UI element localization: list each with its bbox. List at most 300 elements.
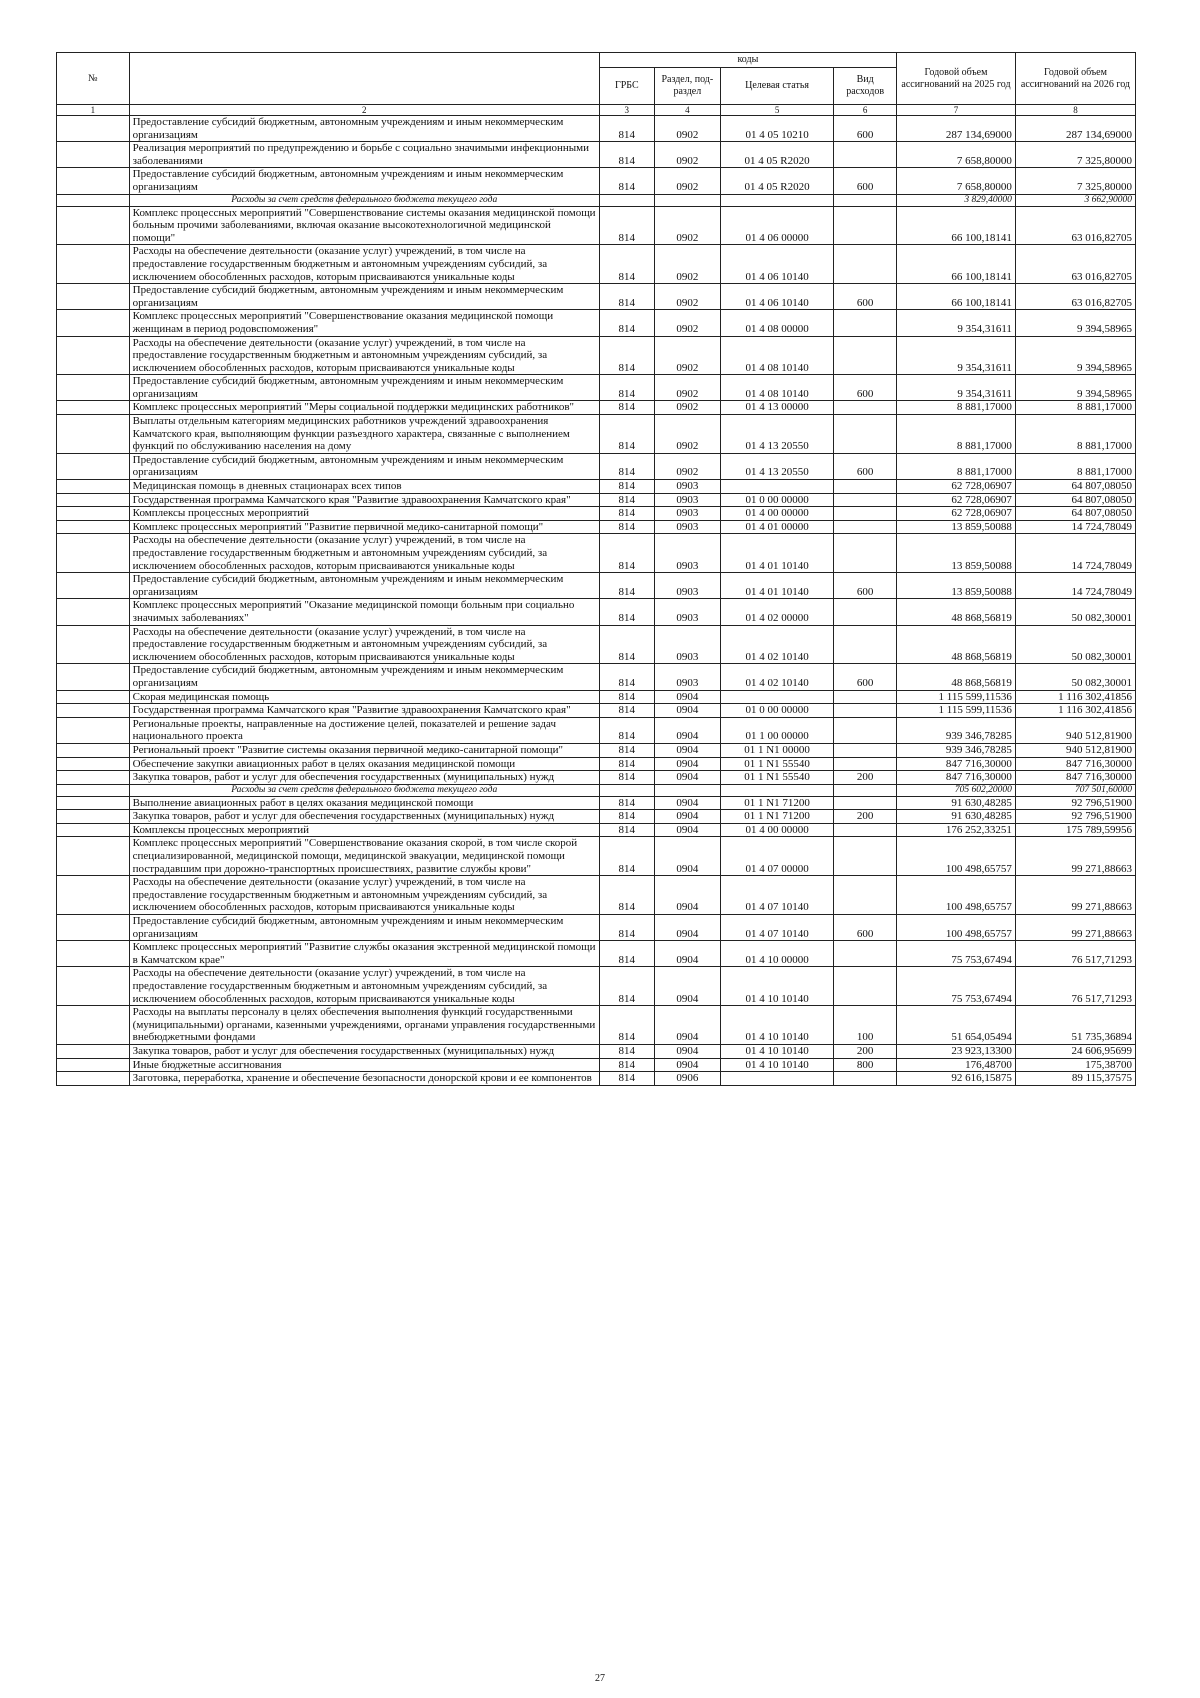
target-article-cell [720, 784, 833, 796]
row-number-cell [57, 599, 130, 625]
target-article-cell [720, 690, 833, 704]
section-cell: 0904 [654, 876, 720, 915]
target-article-cell: 01 4 06 10140 [720, 245, 833, 284]
table-row [57, 573, 1136, 599]
section-cell: 0904 [654, 743, 720, 757]
target-article-cell: 01 0 00 00000 [720, 493, 833, 507]
grbs-cell: 814 [599, 534, 654, 573]
grbs-cell: 814 [599, 823, 654, 837]
target-article-cell: 01 1 N1 00000 [720, 743, 833, 757]
amount-2026-cell: 8 881,17000 [1015, 415, 1135, 454]
row-number-cell [57, 284, 130, 310]
row-name-cell: Расходы на выплаты персоналу в целях обеспечения выполнения функций государственными (муниципальными) органами, казенными учреждениями, органами управления государственными внебюджетными фондами [129, 1006, 599, 1045]
section-cell: 0904 [654, 837, 720, 876]
expense-type-cell [834, 245, 897, 284]
row-name-cell: Комплекс процессных мероприятий "Меры социальной поддержки медицинских работников" [129, 401, 599, 415]
amount-2025-cell: 9 354,31611 [897, 336, 1016, 375]
expense-type-cell: 600 [834, 573, 897, 599]
grbs-cell: 814 [599, 625, 654, 664]
expense-type-cell [834, 796, 897, 810]
table-row [57, 810, 1136, 824]
row-name-cell: Комплекс процессных мероприятий "Совершенствование оказания скорой, в том числе скорой специализированной, медицинской помощи, медицинской эвакуации, медицинской помощи пострадавшим при дорожно-транспортных происшествиях, развитие службы крови" [129, 837, 599, 876]
row-name-cell: Региональный проект "Развитие системы оказания первичной медико-санитарной помощи" [129, 743, 599, 757]
expense-type-cell [834, 967, 897, 1006]
amount-2026-cell: 9 394,58965 [1015, 310, 1135, 336]
target-article-cell: 01 4 05 R2020 [720, 168, 833, 194]
expense-type-cell [834, 704, 897, 718]
table-row [57, 941, 1136, 967]
amount-2025-cell: 13 859,50088 [897, 520, 1016, 534]
row-name-cell: Предоставление субсидий бюджетным, автономным учреждениям и иным некоммерческим организациям [129, 915, 599, 941]
grbs-cell: 814 [599, 520, 654, 534]
expense-type-cell [834, 837, 897, 876]
target-article-cell: 01 4 10 10140 [720, 967, 833, 1006]
amount-2026-cell: 92 796,51900 [1015, 796, 1135, 810]
amount-2026-cell: 99 271,88663 [1015, 915, 1135, 941]
target-article-cell: 01 4 02 00000 [720, 599, 833, 625]
column-number: 1 [57, 105, 130, 116]
row-name-cell: Расходы на обеспечение деятельности (оказание услуг) учреждений, в том числе на предоставление государственным бюджетным и автономным учреждениям субсидий, за исключением обособленных расходов, которым присваиваются уникальные коды [129, 625, 599, 664]
amount-2025-cell: 91 630,48285 [897, 796, 1016, 810]
expense-type-cell [834, 599, 897, 625]
section-cell [654, 784, 720, 796]
table-row [57, 206, 1136, 245]
section-cell: 0904 [654, 1006, 720, 1045]
table-row [57, 771, 1136, 785]
row-name-cell: Предоставление субсидий бюджетным, автономным учреждениям и иным некоммерческим организациям [129, 168, 599, 194]
table-row [57, 336, 1136, 375]
expense-type-cell [834, 194, 897, 206]
row-name-cell: Расходы за счет средств федерального бюджета текущего года [129, 194, 599, 206]
section-cell: 0902 [654, 336, 720, 375]
section-cell [654, 194, 720, 206]
section-cell: 0902 [654, 310, 720, 336]
amount-2026-cell: 63 016,82705 [1015, 206, 1135, 245]
amount-2025-cell: 75 753,67494 [897, 941, 1016, 967]
header-section: Раздел, под-раздел [654, 68, 720, 105]
expense-type-cell [834, 310, 897, 336]
grbs-cell: 814 [599, 336, 654, 375]
row-number-cell [57, 168, 130, 194]
expense-type-cell [834, 876, 897, 915]
amount-2025-cell: 8 881,17000 [897, 415, 1016, 454]
amount-2025-cell: 287 134,69000 [897, 116, 1016, 142]
amount-2025-cell: 176,48700 [897, 1058, 1016, 1072]
row-number-cell [57, 810, 130, 824]
row-number-cell [57, 771, 130, 785]
grbs-cell: 814 [599, 1006, 654, 1045]
amount-2026-cell: 76 517,71293 [1015, 941, 1135, 967]
amount-2025-cell: 705 602,20000 [897, 784, 1016, 796]
expense-type-cell [834, 625, 897, 664]
expense-type-cell [834, 743, 897, 757]
budget-table [56, 52, 1136, 1086]
expense-type-cell [834, 336, 897, 375]
expense-type-cell [834, 534, 897, 573]
grbs-cell: 814 [599, 453, 654, 479]
amount-2025-cell: 1 115 599,11536 [897, 704, 1016, 718]
grbs-cell: 814 [599, 796, 654, 810]
row-number-cell [57, 245, 130, 284]
row-number-cell [57, 493, 130, 507]
row-name-cell: Расходы на обеспечение деятельности (оказание услуг) учреждений, в том числе на предоставление государственным бюджетным и автономным учреждениям субсидий, за исключением обособленных расходов, которым присваиваются уникальные коды [129, 336, 599, 375]
amount-2026-cell: 847 716,30000 [1015, 757, 1135, 771]
table-row [57, 401, 1136, 415]
expense-type-cell: 800 [834, 1058, 897, 1072]
section-cell: 0902 [654, 453, 720, 479]
expense-type-cell: 200 [834, 1044, 897, 1058]
grbs-cell: 814 [599, 168, 654, 194]
section-cell: 0904 [654, 704, 720, 718]
amount-2026-cell: 51 735,36894 [1015, 1006, 1135, 1045]
amount-2025-cell: 75 753,67494 [897, 967, 1016, 1006]
amount-2025-cell: 847 716,30000 [897, 771, 1016, 785]
target-article-cell: 01 4 06 10140 [720, 284, 833, 310]
section-cell: 0904 [654, 1058, 720, 1072]
target-article-cell: 01 4 07 10140 [720, 915, 833, 941]
section-cell: 0904 [654, 1044, 720, 1058]
amount-2026-cell: 847 716,30000 [1015, 771, 1135, 785]
amount-2025-cell: 66 100,18141 [897, 245, 1016, 284]
amount-2026-cell: 7 325,80000 [1015, 168, 1135, 194]
expense-type-cell [834, 757, 897, 771]
amount-2025-cell: 92 616,15875 [897, 1072, 1016, 1086]
table-row [57, 284, 1136, 310]
target-article-cell: 01 4 01 10140 [720, 573, 833, 599]
row-name-cell: Предоставление субсидий бюджетным, автономным учреждениям и иным некоммерческим организациям [129, 573, 599, 599]
column-number: 2 [129, 105, 599, 116]
table-row [57, 116, 1136, 142]
amount-2026-cell: 940 512,81900 [1015, 717, 1135, 743]
expense-type-cell [834, 507, 897, 521]
row-name-cell: Иные бюджетные ассигнования [129, 1058, 599, 1072]
row-name-cell: Государственная программа Камчатского края "Развитие здравоохранения Камчатского края" [129, 704, 599, 718]
expense-type-cell [834, 717, 897, 743]
amount-2026-cell: 76 517,71293 [1015, 967, 1135, 1006]
section-cell: 0902 [654, 168, 720, 194]
target-article-cell: 01 4 07 00000 [720, 837, 833, 876]
header-no: № [57, 53, 130, 105]
amount-2025-cell: 100 498,65757 [897, 837, 1016, 876]
amount-2025-cell: 62 728,06907 [897, 480, 1016, 494]
expense-type-cell: 100 [834, 1006, 897, 1045]
expense-type-cell: 600 [834, 284, 897, 310]
row-number-cell [57, 310, 130, 336]
amount-2025-cell: 939 346,78285 [897, 743, 1016, 757]
row-number-cell [57, 194, 130, 206]
amount-2025-cell: 66 100,18141 [897, 284, 1016, 310]
target-article-cell: 01 1 N1 71200 [720, 810, 833, 824]
section-cell: 0904 [654, 796, 720, 810]
section-cell: 0906 [654, 1072, 720, 1086]
amount-2026-cell: 14 724,78049 [1015, 520, 1135, 534]
expense-type-cell [834, 520, 897, 534]
section-cell: 0904 [654, 690, 720, 704]
section-cell: 0903 [654, 480, 720, 494]
amount-2025-cell: 100 498,65757 [897, 876, 1016, 915]
row-number-cell [57, 743, 130, 757]
grbs-cell: 814 [599, 967, 654, 1006]
row-name-cell: Закупка товаров, работ и услуг для обеспечения государственных (муниципальных) нужд [129, 810, 599, 824]
table-row [57, 690, 1136, 704]
header-target: Целевая статья [720, 68, 833, 105]
row-number-cell [57, 967, 130, 1006]
amount-2026-cell: 14 724,78049 [1015, 573, 1135, 599]
section-cell: 0904 [654, 771, 720, 785]
row-number-cell [57, 142, 130, 168]
amount-2026-cell: 89 115,37575 [1015, 1072, 1135, 1086]
row-number-cell [57, 401, 130, 415]
expense-type-cell: 600 [834, 453, 897, 479]
target-article-cell: 01 4 13 20550 [720, 453, 833, 479]
row-name-cell: Региональные проекты, направленные на достижение целей, показателей и решение задач национального проекта [129, 717, 599, 743]
row-name-cell: Расходы на обеспечение деятельности (оказание услуг) учреждений, в том числе на предоставление государственным бюджетным и автономным учреждениям субсидий, за исключением обособленных расходов, которым присваиваются уникальные коды [129, 534, 599, 573]
expense-type-cell: 600 [834, 664, 897, 690]
target-article-cell: 01 4 01 10140 [720, 534, 833, 573]
budget-table-page [56, 52, 1136, 1086]
amount-2026-cell: 8 881,17000 [1015, 453, 1135, 479]
target-article-cell: 01 4 10 10140 [720, 1058, 833, 1072]
row-name-cell: Предоставление субсидий бюджетным, автономным учреждениям и иным некоммерческим организациям [129, 116, 599, 142]
amount-2025-cell: 847 716,30000 [897, 757, 1016, 771]
grbs-cell: 814 [599, 375, 654, 401]
amount-2025-cell: 62 728,06907 [897, 507, 1016, 521]
row-name-cell: Предоставление субсидий бюджетным, автономным учреждениям и иным некоммерческим организациям [129, 284, 599, 310]
row-name-cell: Комплекс процессных мероприятий "Развитие службы оказания экстренной медицинской помощи в Камчатском крае" [129, 941, 599, 967]
grbs-cell: 814 [599, 876, 654, 915]
column-number: 3 [599, 105, 654, 116]
federal-budget-row [57, 194, 1136, 206]
amount-2026-cell: 99 271,88663 [1015, 876, 1135, 915]
table-row [57, 876, 1136, 915]
amount-2026-cell: 287 134,69000 [1015, 116, 1135, 142]
row-number-cell [57, 717, 130, 743]
table-row [57, 625, 1136, 664]
amount-2025-cell: 51 654,05494 [897, 1006, 1016, 1045]
row-number-cell [57, 690, 130, 704]
table-row [57, 1044, 1136, 1058]
amount-2026-cell: 64 807,08050 [1015, 507, 1135, 521]
row-number-cell [57, 415, 130, 454]
target-article-cell [720, 1072, 833, 1086]
table-row [57, 480, 1136, 494]
expense-type-cell [834, 493, 897, 507]
row-number-cell [57, 915, 130, 941]
section-cell: 0904 [654, 823, 720, 837]
section-cell: 0903 [654, 599, 720, 625]
target-article-cell: 01 1 N1 55540 [720, 771, 833, 785]
header-2026: Годовой объем ассигнований на 2026 год [1015, 53, 1135, 105]
grbs-cell: 814 [599, 573, 654, 599]
row-number-cell [57, 534, 130, 573]
expense-type-cell [834, 823, 897, 837]
section-cell: 0902 [654, 245, 720, 284]
section-cell: 0902 [654, 116, 720, 142]
grbs-cell: 814 [599, 401, 654, 415]
row-name-cell: Заготовка, переработка, хранение и обеспечение безопасности донорской крови и ее компонентов [129, 1072, 599, 1086]
row-name-cell: Расходы на обеспечение деятельности (оказание услуг) учреждений, в том числе на предоставление государственным бюджетным и автономным учреждениям субсидий, за исключением обособленных расходов, которым присваиваются уникальные коды [129, 245, 599, 284]
row-name-cell: Медицинская помощь в дневных стационарах всех типов [129, 480, 599, 494]
target-article-cell: 01 4 10 10140 [720, 1044, 833, 1058]
amount-2026-cell: 707 501,60000 [1015, 784, 1135, 796]
row-number-cell [57, 837, 130, 876]
table-row [57, 507, 1136, 521]
column-number: 7 [897, 105, 1016, 116]
grbs-cell: 814 [599, 599, 654, 625]
grbs-cell: 814 [599, 142, 654, 168]
row-name-cell: Реализация мероприятий по предупреждению и борьбе с социально значимыми инфекционными заболеваниями [129, 142, 599, 168]
target-article-cell: 01 4 00 00000 [720, 507, 833, 521]
amount-2026-cell: 175,38700 [1015, 1058, 1135, 1072]
expense-type-cell: 600 [834, 915, 897, 941]
row-number-cell [57, 507, 130, 521]
section-cell: 0903 [654, 573, 720, 599]
expense-type-cell [834, 784, 897, 796]
amount-2025-cell: 3 829,40000 [897, 194, 1016, 206]
row-name-cell: Государственная программа Камчатского края "Развитие здравоохранения Камчатского края" [129, 493, 599, 507]
target-article-cell: 01 4 08 10140 [720, 336, 833, 375]
header-row-top [57, 53, 1136, 68]
federal-budget-row [57, 784, 1136, 796]
page-number: 27 [595, 1673, 605, 1684]
section-cell: 0903 [654, 625, 720, 664]
table-row [57, 823, 1136, 837]
table-row [57, 743, 1136, 757]
row-number-cell [57, 876, 130, 915]
table-row [57, 796, 1136, 810]
expense-type-cell [834, 941, 897, 967]
expense-type-cell [834, 480, 897, 494]
target-article-cell: 01 1 00 00000 [720, 717, 833, 743]
header-grbs: ГРБС [599, 68, 654, 105]
amount-2025-cell: 13 859,50088 [897, 573, 1016, 599]
target-article-cell: 01 4 02 10140 [720, 625, 833, 664]
amount-2026-cell: 7 325,80000 [1015, 142, 1135, 168]
grbs-cell: 814 [599, 1044, 654, 1058]
row-number-cell [57, 1072, 130, 1086]
target-article-cell: 01 4 06 00000 [720, 206, 833, 245]
row-number-cell [57, 375, 130, 401]
expense-type-cell: 600 [834, 116, 897, 142]
row-name-cell: Выполнение авиационных работ в целях оказания медицинской помощи [129, 796, 599, 810]
section-cell: 0904 [654, 915, 720, 941]
amount-2025-cell: 48 868,56819 [897, 664, 1016, 690]
grbs-cell: 814 [599, 915, 654, 941]
grbs-cell: 814 [599, 1072, 654, 1086]
section-cell: 0902 [654, 142, 720, 168]
grbs-cell: 814 [599, 284, 654, 310]
grbs-cell: 814 [599, 415, 654, 454]
section-cell: 0902 [654, 206, 720, 245]
grbs-cell: 814 [599, 810, 654, 824]
amount-2025-cell: 13 859,50088 [897, 534, 1016, 573]
table-row [57, 168, 1136, 194]
target-article-cell: 01 4 05 R2020 [720, 142, 833, 168]
section-cell: 0904 [654, 810, 720, 824]
grbs-cell: 814 [599, 480, 654, 494]
row-name-cell: Комплексы процессных мероприятий [129, 507, 599, 521]
target-article-cell: 01 4 02 10140 [720, 664, 833, 690]
grbs-cell: 814 [599, 717, 654, 743]
target-article-cell: 01 4 08 00000 [720, 310, 833, 336]
section-cell: 0903 [654, 664, 720, 690]
grbs-cell: 814 [599, 507, 654, 521]
amount-2026-cell: 14 724,78049 [1015, 534, 1135, 573]
row-name-cell: Расходы за счет средств федерального бюджета текущего года [129, 784, 599, 796]
row-number-cell [57, 941, 130, 967]
section-cell: 0904 [654, 967, 720, 1006]
amount-2025-cell: 48 868,56819 [897, 599, 1016, 625]
row-number-cell [57, 116, 130, 142]
table-row [57, 534, 1136, 573]
table-row [57, 967, 1136, 1006]
table-row [57, 1006, 1136, 1045]
row-number-cell [57, 704, 130, 718]
section-cell: 0902 [654, 375, 720, 401]
row-number-cell [57, 480, 130, 494]
section-cell: 0903 [654, 534, 720, 573]
grbs-cell: 814 [599, 206, 654, 245]
section-cell: 0903 [654, 507, 720, 521]
amount-2025-cell: 7 658,80000 [897, 168, 1016, 194]
table-row [57, 520, 1136, 534]
expense-type-cell [834, 142, 897, 168]
target-article-cell: 01 4 01 00000 [720, 520, 833, 534]
table-row [57, 375, 1136, 401]
grbs-cell: 814 [599, 1058, 654, 1072]
amount-2025-cell: 176 252,33251 [897, 823, 1016, 837]
table-row [57, 704, 1136, 718]
row-name-cell: Закупка товаров, работ и услуг для обеспечения государственных (муниципальных) нужд [129, 1044, 599, 1058]
amount-2025-cell: 62 728,06907 [897, 493, 1016, 507]
section-cell: 0902 [654, 415, 720, 454]
target-article-cell: 01 1 N1 71200 [720, 796, 833, 810]
expense-type-cell: 200 [834, 810, 897, 824]
row-number-cell [57, 664, 130, 690]
row-number-cell [57, 520, 130, 534]
grbs-cell: 814 [599, 310, 654, 336]
amount-2026-cell: 63 016,82705 [1015, 245, 1135, 284]
amount-2026-cell: 50 082,30001 [1015, 625, 1135, 664]
row-name-cell: Предоставление субсидий бюджетным, автономным учреждениям и иным некоммерческим организациям [129, 453, 599, 479]
target-article-cell: 01 4 07 10140 [720, 876, 833, 915]
amount-2026-cell: 64 807,08050 [1015, 480, 1135, 494]
grbs-cell: 814 [599, 771, 654, 785]
expense-type-cell: 200 [834, 771, 897, 785]
expense-type-cell [834, 401, 897, 415]
table-row [57, 415, 1136, 454]
amount-2026-cell: 9 394,58965 [1015, 375, 1135, 401]
amount-2026-cell: 50 082,30001 [1015, 599, 1135, 625]
table-row [57, 1058, 1136, 1072]
row-number-cell [57, 1058, 130, 1072]
row-number-cell [57, 784, 130, 796]
row-number-cell [57, 796, 130, 810]
target-article-cell: 01 1 N1 55540 [720, 757, 833, 771]
table-row [57, 245, 1136, 284]
amount-2025-cell: 939 346,78285 [897, 717, 1016, 743]
grbs-cell [599, 194, 654, 206]
section-cell: 0902 [654, 401, 720, 415]
grbs-cell [599, 784, 654, 796]
table-row [57, 837, 1136, 876]
amount-2026-cell: 1 116 302,41856 [1015, 690, 1135, 704]
amount-2025-cell: 7 658,80000 [897, 142, 1016, 168]
row-number-cell [57, 757, 130, 771]
header-2025: Годовой объем ассигнований на 2025 год [897, 53, 1016, 105]
amount-2025-cell: 23 923,13300 [897, 1044, 1016, 1058]
row-number-cell [57, 823, 130, 837]
